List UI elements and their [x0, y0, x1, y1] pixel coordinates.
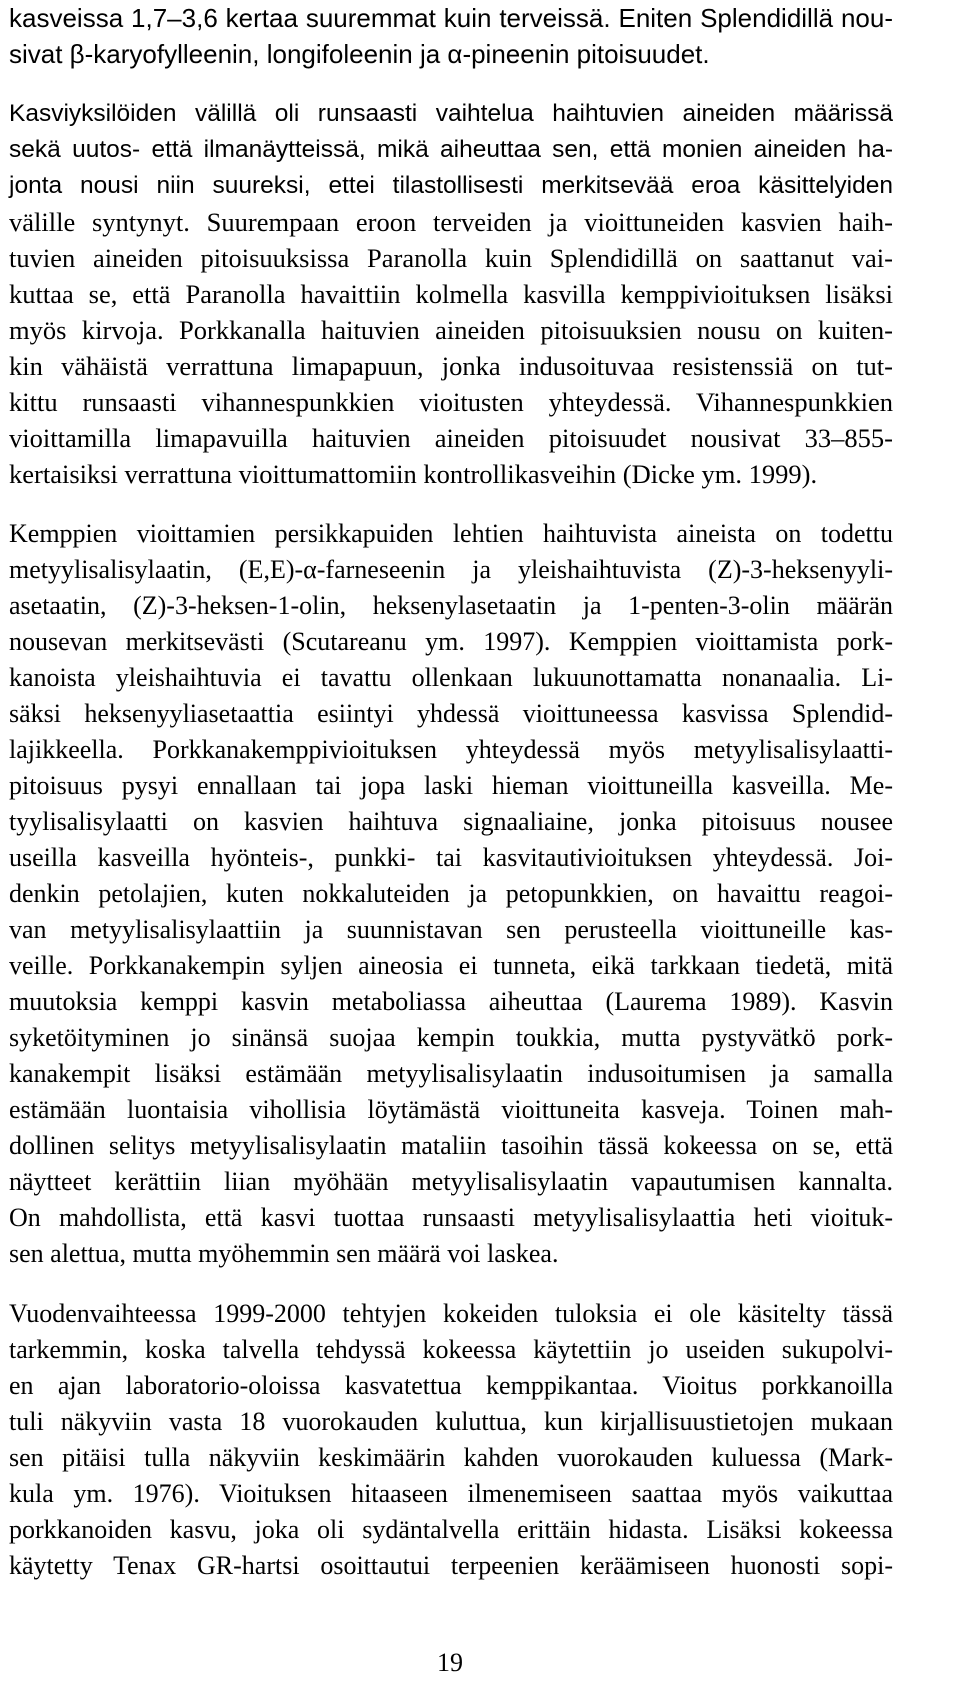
text-line: käytetty Tenax GR-hartsi osoittautui terpeenien keräämiseen huonosti sopi-: [9, 1551, 893, 1580]
text-line: asetaatin, (Z)-3-heksen-1-olin, heksenylasetaatin ja 1-penten-3-olin määrän: [9, 591, 893, 620]
text-line: jonta nousi niin suureksi, ettei tilastollisesti merkitsevää eroa käsittelyiden: [9, 172, 893, 199]
text-line: tyylisalisylaatti on kasvien haihtuva signaaliaine, jonka pitoisuus nousee: [9, 807, 893, 836]
text-line: van metyylisalisylaattiin ja suunnistavan sen perusteella vioittuneille kas-: [9, 915, 893, 944]
text-line: nousevan merkitsevästi (Scutareanu ym. 1997). Kemppien vioittamista pork-: [9, 627, 893, 656]
paragraph-kemppi: [9, 516, 893, 1272]
text-line: en ajan laboratorio-oloissa kasvatettua kemppikantaa. Vioitus porkkanoilla: [9, 1371, 893, 1400]
text-line: tarkemmin, koska talvella tehdyssä kokeessa käytettiin jo useiden sukupolvi-: [9, 1335, 893, 1364]
text-line: kertaisiksi verrattuna vioittumattomiin kontrollikasveihin (Dicke ym. 1999).: [9, 459, 818, 489]
document-page: [9, 0, 893, 1584]
text-line: sen alettua, mutta myöhemmin sen määrä voi laskea.: [9, 1239, 559, 1268]
text-line: dollinen selitys metyylisalisylaatin mataliin tasoihin tässä kokeessa on se, että: [9, 1131, 893, 1160]
text-line: tuli näkyviin vasta 18 vuorokauden kuluttua, kun kirjallisuustietojen mukaan: [9, 1407, 893, 1436]
text-line: Vuodenvaihteessa 1999-2000 tehtyjen kokeiden tuloksia ei ole käsitelty tässä: [9, 1299, 893, 1328]
text-line: denkin petolajien, kuten nokkaluteiden ja petopunkkien, on havaittu reagoi-: [9, 879, 893, 908]
text-line: kuttaa se, että Paranolla havaittiin kolmella kasvilla kemppivioituksen lisäksi: [9, 279, 893, 309]
page-number: 19: [437, 1648, 463, 1677]
text-line: säksi heksenyyliasetaattia esiintyi yhdessä vioittuneessa kasvissa Splendid-: [9, 699, 893, 728]
text-line: näytteet kerättiin liian myöhään metyylisalisylaatin vapautumisen kannalta.: [9, 1167, 893, 1196]
text-line: kittu runsaasti vihannespunkkien vioitusten yhteydessä. Vihannespunkkien: [9, 387, 893, 417]
paragraph-variation: [9, 96, 893, 492]
text-line: useilla kasveilla hyönteis-, punkki- tai kasvitautivioituksen yhteydessä. Joi-: [9, 843, 893, 872]
text-line: sen pitäisi tulla näkyviin keskimäärin kahden vuorokauden kuluessa (Mark-: [9, 1443, 893, 1472]
text-line: kanoista yleishaihtuvia ei tavattu ollenkaan lukuunottamatta nonanaalia. Li-: [9, 663, 893, 692]
text-line: sivat β-karyofylleenin, longifoleenin ja α-pineenin pitoisuudet.: [9, 39, 710, 69]
text-line: syketöityminen jo sinänsä suojaa kempin toukkia, mutta pystyvätkö pork-: [9, 1023, 893, 1052]
text-line: sekä uutos- että ilmanäytteissä, mikä aiheuttaa sen, että monien aineiden ha-: [9, 136, 893, 163]
text-line: lajikkeella. Porkkanakemppivioituksen yhteydessä myös metyylisalisylaatti-: [9, 735, 893, 764]
text-line: myös kirvoja. Porkkanalla haituvien aineiden pitoisuuksien nousu on kuiten-: [9, 315, 893, 345]
text-line: vioittamilla limapavuilla haituvien aineiden pitoisuudet nousivat 33–855-: [9, 423, 893, 453]
text-line: metyylisalisylaatin, (E,E)-α-farneseenin ja yleishaihtuvista (Z)-3-heksenyyli-: [9, 555, 893, 584]
text-line: pitoisuus pysyi ennallaan tai jopa laski hieman vioittuneilla kasveilla. Me-: [9, 771, 893, 800]
text-line: Kasviyksilöiden välillä oli runsaasti vaihtelua haihtuvien aineiden määrissä: [9, 100, 893, 127]
paragraph-winter: [9, 1296, 893, 1584]
text-line: tuvien aineiden pitoisuuksissa Paranolla kuin Splendidillä on saattanut vai-: [9, 243, 893, 273]
text-line: kasveissa 1,7–3,6 kertaa suuremmat kuin terveissä. Eniten Splendidillä nou-: [9, 3, 893, 33]
text-line: kin vähäistä verrattuna limapapuun, jonka indusoituvaa resistenssiä on tut-: [9, 351, 893, 381]
text-line: Kemppien vioittamien persikkapuiden lehtien haihtuvista aineista on todettu: [9, 519, 893, 548]
text-line: veille. Porkkanakempin syljen aineosia ei tunneta, eikä tarkkaan tiedetä, mitä: [9, 951, 893, 980]
text-line: porkkanoiden kasvu, joka oli sydäntalvella erittäin hidasta. Lisäksi kokeessa: [9, 1515, 893, 1544]
text-line: On mahdollista, että kasvi tuottaa runsaasti metyylisalisylaattia heti vioituk-: [9, 1203, 893, 1232]
text-line: muutoksia kemppi kasvin metaboliassa aiheuttaa (Laurema 1989). Kasvin: [9, 987, 893, 1016]
text-line: kanakempit lisäksi estämään metyylisalisylaatin indusoitumisen ja samalla: [9, 1059, 893, 1088]
paragraph-intro: [9, 0, 893, 72]
text-line: välille syntynyt. Suurempaan eroon terveiden ja vioittuneiden kasvien haih-: [9, 207, 893, 237]
text-line: estämään luontaisia vihollisia löytämästä vioittuneita kasveja. Toinen mah-: [9, 1095, 893, 1124]
text-line: kula ym. 1976). Vioituksen hitaaseen ilmenemiseen saattaa myös vaikuttaa: [9, 1479, 893, 1508]
